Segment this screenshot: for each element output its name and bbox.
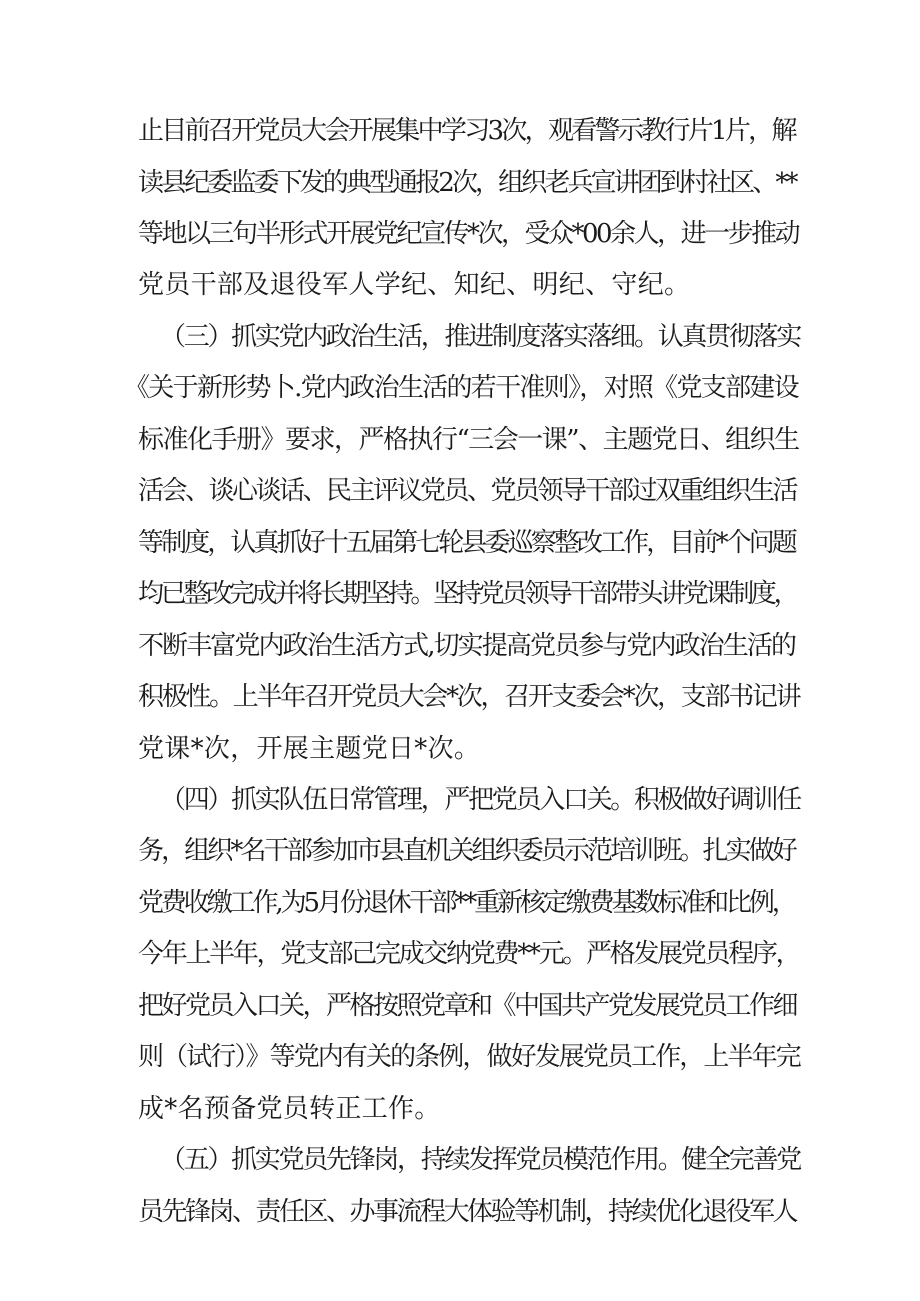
text-line: 等制度，认真抓好十五届第七轮县委巡察整改工作，目前*个问题 — [138, 528, 795, 558]
text-line: 党课*次，开展主题党日*次。 — [138, 734, 481, 764]
section-heading-3: （三）抓实党内政治生活，推进制度落实落细。认真贯彻落实 — [160, 322, 800, 352]
text-line: 把好党员入口关，严格按照党章和《中国共产党发展党员工作细 — [138, 991, 797, 1021]
text-line: 则（试行）》等党内有关的条例，做好发展党员工作，上半年完 — [138, 1042, 800, 1072]
text-line: 活会、谈心谈话、民主评议党员、党员领导干部过双重组织生活 — [138, 476, 797, 506]
text-line: 员先锋岗、责任区、办事流程大体验等机制，持续优化退役军人 — [138, 1197, 797, 1227]
section-heading-5: （五）抓实党员先锋岗，持续发挥党员模范作用。健全完善党 — [160, 1145, 800, 1175]
text-line: 成*名预备党员转正工作。 — [138, 1094, 441, 1124]
text-line: 等地以三句半形式开展党纪宣传*次，受众*00余人，进一步推动 — [138, 219, 799, 249]
text-line: 不断丰富党内政治生活方式,切实提高党员参与党内政治生活的 — [138, 631, 796, 661]
text-line: 止目前召开党员大会开展集中学习3次，观看警示教行片1片，解 — [138, 116, 795, 146]
text-line: 读县纪委监委下发的典型通报2次，组织老兵宣讲团到村社区、** — [138, 168, 796, 198]
text-line: 《关于新形势卜.党内政治生活的若干准则》，对照《党支部建设 — [124, 373, 798, 403]
text-line: 务，组织*名干部参加市县直机关组织委员示范培训班。扎实做好 — [138, 836, 795, 866]
text-line: 党员干部及退役军人学纪、知纪、明纪、守纪。 — [138, 270, 691, 300]
section-heading-4: （四）抓实队伍日常管理，严把党员入口关。积极做好调训任 — [160, 785, 800, 815]
text-line: 积极性。上半年召开党员大会*次，召开支委会*次，支部书记讲 — [138, 682, 800, 712]
text-line: 标准化手册》要求，严格执行“三会一课”、主题党日、组织生 — [138, 425, 799, 455]
text-line: 党费收缴工作,为5月份退休干部**重新核定缴费基数标准和比例， — [138, 888, 795, 918]
text-line: 今年上半年，党支部己完成交纳党费**元。严格发展党员程序， — [138, 939, 800, 969]
text-line: 均已整改完成并将长期坚持。坚持党员领导干部带头讲党课制度， — [138, 579, 797, 609]
